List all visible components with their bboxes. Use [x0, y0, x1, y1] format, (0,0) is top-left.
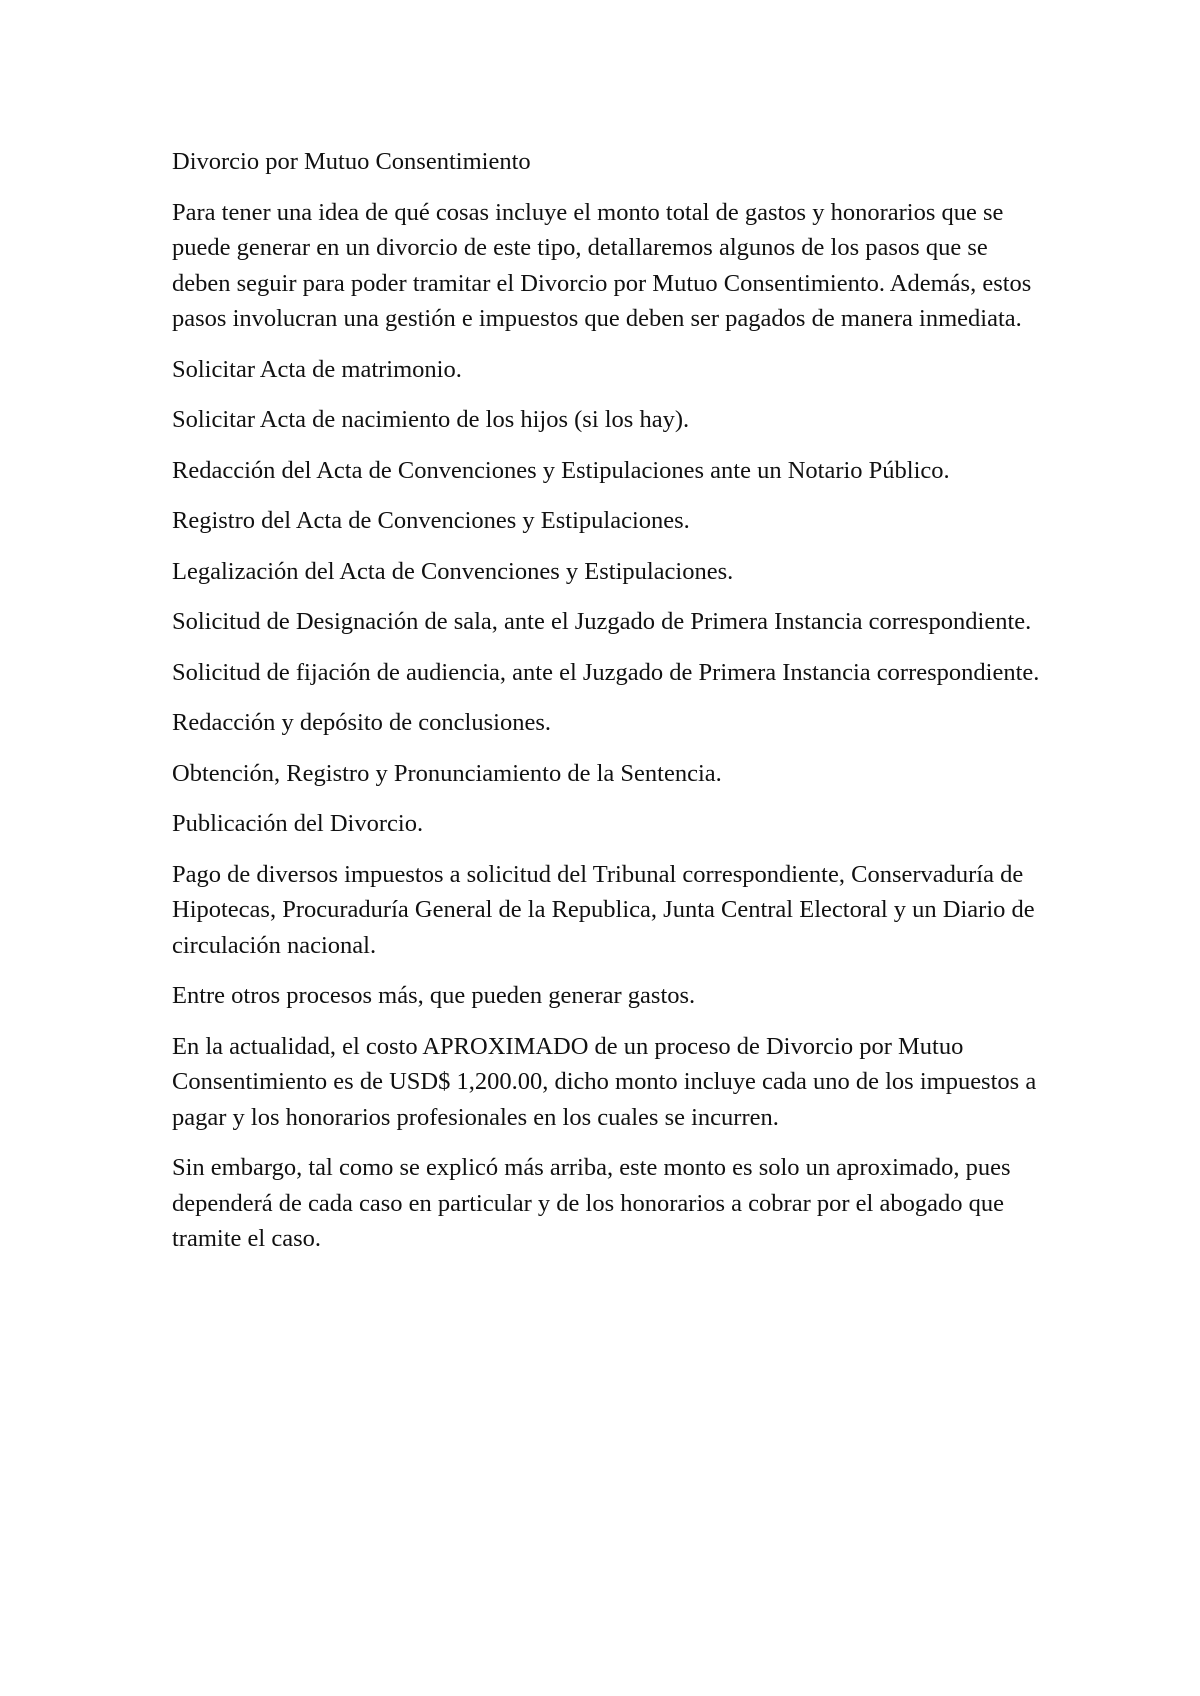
step-courtroom-designation: Solicitud de Designación de sala, ante el Juzgado de Primera Instancia correspondiente.	[172, 608, 1032, 635]
intro-paragraph: Para tener una idea de qué cosas incluye el monto total de gastos y honorarios que se puede generar en un divorcio de este tipo, detallaremos algunos de los pasos que se deben seguir para poder tramitar el Divorcio por Mutuo Consentimiento. Además, estos pasos involucran una gestión e impuestos que deben ser pagados de manera inmediata.	[172, 198, 1032, 332]
step-taxes: Pago de diversos impuestos a solicitud del Tribunal correspondiente, Conservaduría de Hipotecas, Procuraduría General de la Republica, Junta Central Electoral y un Diario de circulación nacional.	[172, 860, 1035, 959]
closing-paragraph: Sin embargo, tal como se explicó más arriba, este monto es solo un aproximado, pues dependerá de cada caso en particular y de los honorarios a cobrar por el abogado que tramite el caso.	[172, 1154, 1011, 1252]
document-title: Divorcio por Mutuo Consentimiento	[172, 148, 531, 175]
step-conclusions: Redacción y depósito de conclusiones.	[172, 709, 551, 736]
cost-paragraph: En la actualidad, el costo APROXIMADO de un proceso de Divorcio por Mutuo Consentimiento es de USD$ 1,200.00, dicho monto incluye cada uno de los impuestos a pagar y los honorarios profesionales en los cuales se incurren.	[172, 1032, 1037, 1131]
step-hearing-date: Solicitud de fijación de audiencia, ante el Juzgado de Primera Instancia correspondiente.	[172, 658, 1040, 686]
step-sentence: Obtención, Registro y Pronunciamiento de la Sentencia.	[172, 759, 722, 787]
step-draft-agreement: Redacción del Acta de Convenciones y Estipulaciones ante un Notario Público.	[172, 456, 950, 484]
document-body	[172, 144, 1052, 1272]
other-processes-paragraph: Entre otros procesos más, que pueden generar gastos.	[172, 982, 696, 1009]
step-publication: Publicación del Divorcio.	[172, 810, 424, 837]
step-marriage-certificate: Solicitar Acta de matrimonio.	[172, 355, 462, 383]
step-birth-certificates: Solicitar Acta de nacimiento de los hijos (si los hay).	[172, 406, 690, 433]
step-register-agreement: Registro del Acta de Convenciones y Estipulaciones.	[172, 507, 690, 534]
step-legalize-agreement: Legalización del Acta de Convenciones y Estipulaciones.	[172, 557, 734, 585]
